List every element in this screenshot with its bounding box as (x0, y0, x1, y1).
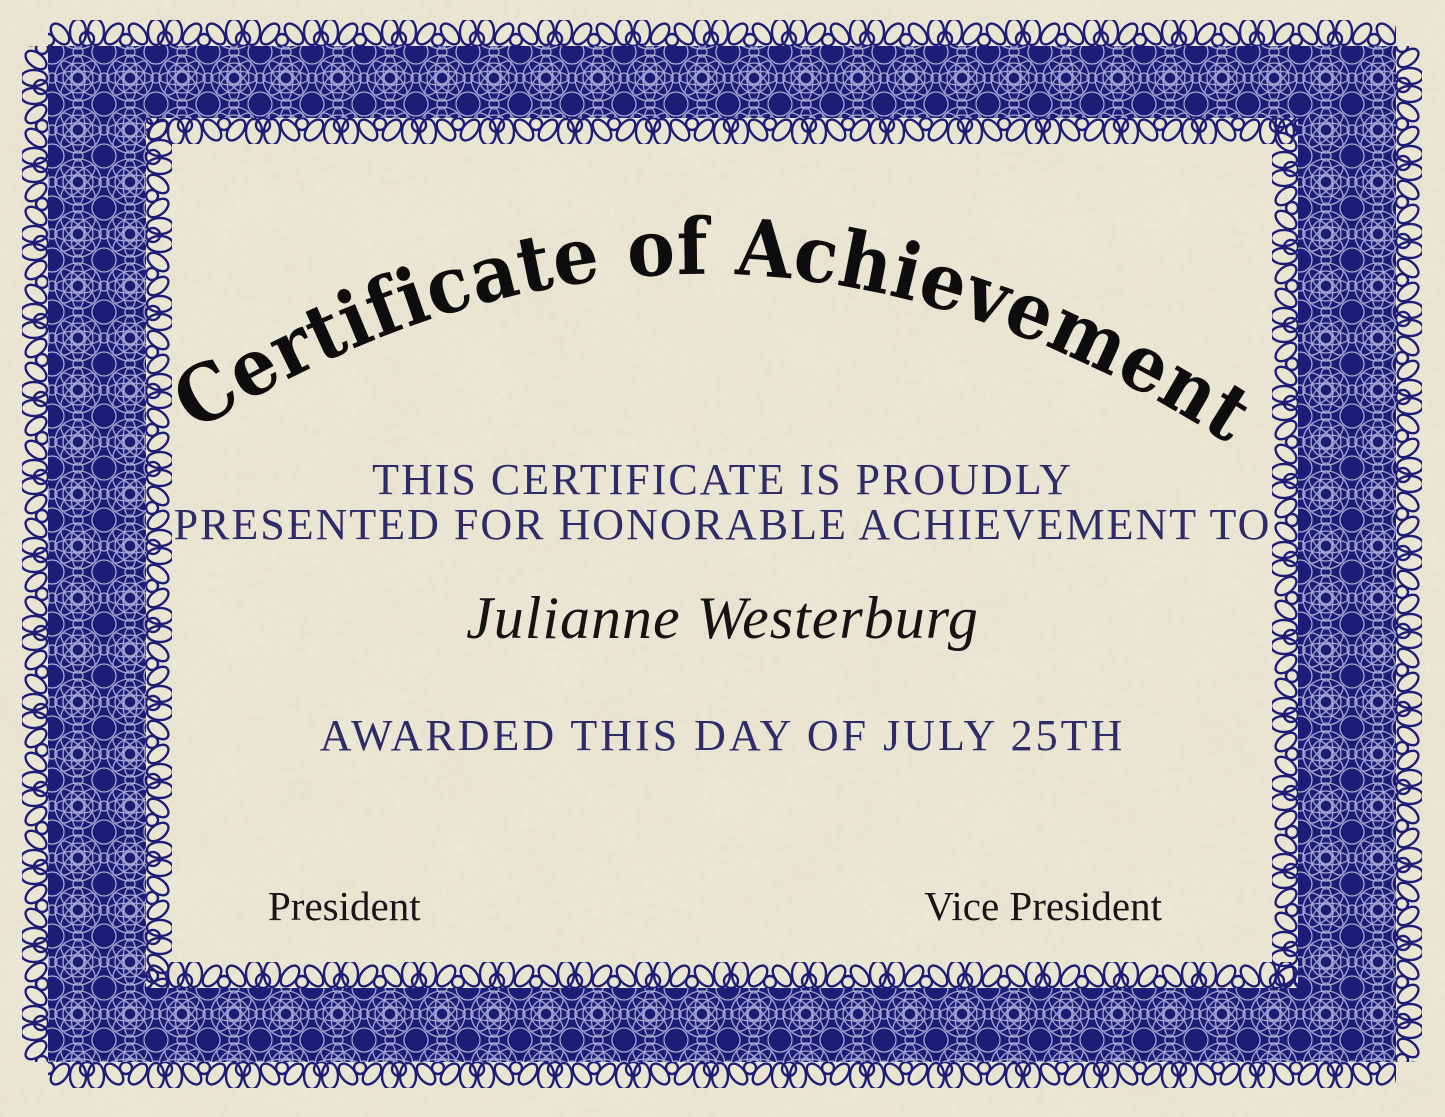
presented-line-1: THIS CERTIFICATE IS PROUDLY (372, 455, 1073, 504)
signature-row (268, 883, 1162, 929)
signature-label-president: President (268, 883, 421, 929)
signature-label-vice-president: Vice President (924, 883, 1162, 929)
presented-line-2: PRESENTED FOR HONORABLE ACHIEVEMENT TO (173, 500, 1272, 549)
certificate-title: Certificate of Achievement (158, 201, 1271, 462)
svg-text:Certificate of Achievement (158, 201, 1271, 462)
award-date-line: AWARDED THIS DAY OF JULY 25TH (319, 711, 1126, 760)
recipient-name: Julianne Westerburg (466, 585, 979, 651)
